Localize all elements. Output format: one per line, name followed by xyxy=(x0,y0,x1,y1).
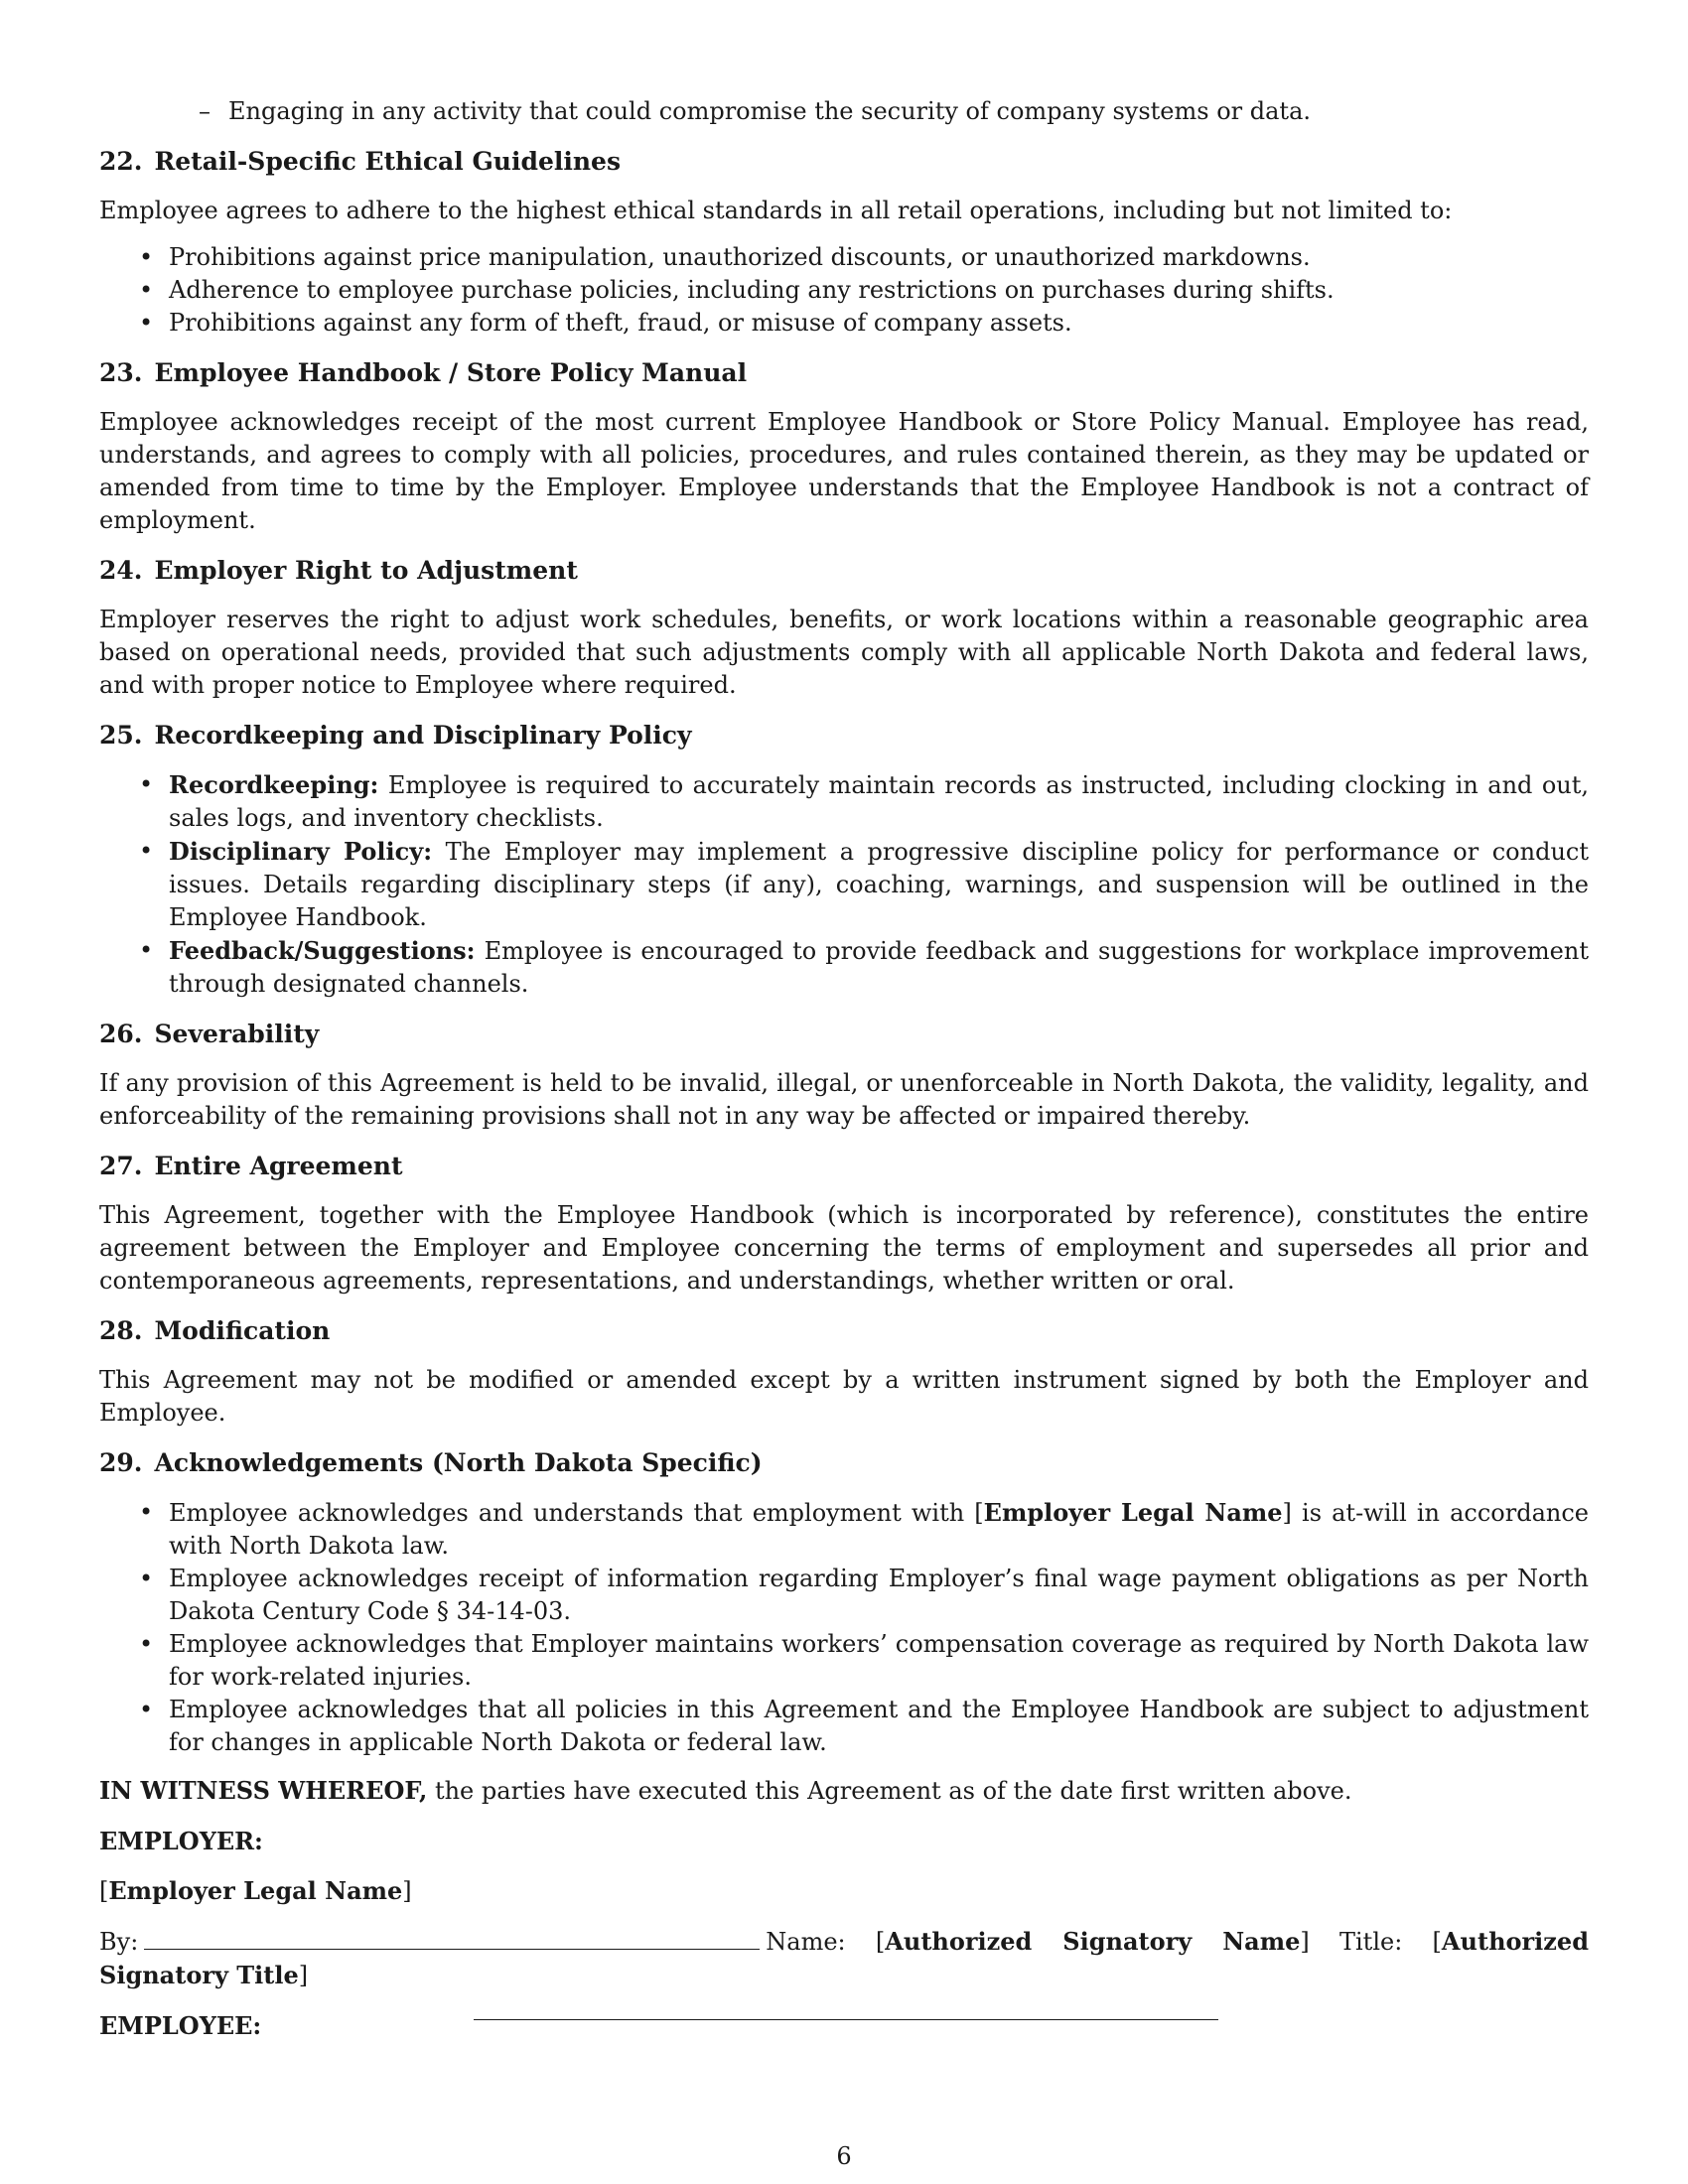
section-25-list xyxy=(99,768,1589,1001)
section-29-heading xyxy=(99,1446,1589,1479)
section-28-heading xyxy=(99,1314,1589,1347)
employer-legal-name-placeholder: Employer Legal Name xyxy=(983,1498,1283,1527)
item-text: ] is at-will in accordance with North Dakota law. xyxy=(169,1499,1589,1560)
section-27-heading xyxy=(99,1150,1589,1182)
employer-legal-name: [Employer Legal Name] xyxy=(99,1876,412,1905)
section-number: 24. xyxy=(99,556,143,585)
employee-signature-line[interactable] xyxy=(474,2019,1218,2020)
list-item: • Prohibitions against price manipulation, unauthorized discounts, or unauthorized markdowns. xyxy=(99,241,1589,274)
by-label: By: xyxy=(99,1928,139,1956)
signatory-title-placeholder: Authorized Signatory Title xyxy=(99,1927,1589,1989)
section-26-heading xyxy=(99,1018,1589,1050)
section-23-body: Employee acknowledges receipt of the most current Employee Handbook or Store Policy Manual. Employee has read, understands, and agrees to comply with all policies, procedures, and rules contained therein, as they may be updated or amended from time to time by the Employer. Employee understands that the Employee Handbook is not a contract of employment. xyxy=(99,408,1589,534)
document-page xyxy=(99,95,1589,2042)
signatory-name-placeholder: Authorized Signatory Name xyxy=(885,1927,1301,1956)
employer-signature-block: By: Name: [Authorized Signatory Name] Title: [Authorized Signatory Title] xyxy=(99,1927,1589,1989)
section-number: 27. xyxy=(99,1152,143,1180)
list-item: • Employee acknowledges receipt of information regarding Employer’s final wage payment obligations as per North Dakota Century Code § 34-14-03. xyxy=(99,1563,1589,1628)
section-title: Severability xyxy=(154,1020,320,1048)
list-item: • Adherence to employee purchase policies, including any restrictions on purchases during shifts. xyxy=(99,274,1589,307)
section-number: 25. xyxy=(99,721,143,750)
list-item: • Employee acknowledges that Employer maintains workers’ compensation coverage as required by North Dakota law for work-related injuries. xyxy=(99,1628,1589,1694)
page-number: 6 xyxy=(836,2142,852,2170)
section-22-list xyxy=(99,241,1589,340)
section-number: 23. xyxy=(99,358,143,387)
section-24-heading xyxy=(99,554,1589,587)
item-text: Employee is required to accurately maintain records as instructed, including clocking in and out, sales logs, and inventory checklists. xyxy=(169,771,1589,832)
section-title: Entire Agreement xyxy=(154,1152,403,1180)
section-26-body: If any provision of this Agreement is held to be invalid, illegal, or unenforceable in North Dakota, the validity, legality, and enforceability of the remaining provisions shall not in any way be affected or impaired thereby. xyxy=(99,1069,1589,1130)
section-28-body: This Agreement may not be modified or amended except by a written instrument signed by both the Employer and Employee. xyxy=(99,1366,1589,1427)
list-item xyxy=(99,835,1589,934)
item-text: The Employer may implement a progressive discipline policy for performance or conduct issues. Details regarding disciplinary steps (if any), coaching, warnings, and suspension will be outlined in the Employee Handbook. xyxy=(169,838,1589,931)
section-29-list xyxy=(99,1496,1589,1759)
section-27-body: This Agreement, together with the Employee Handbook (which is incorporated by reference), constitutes the entire agreement between the Employer and Employee concerning the terms of employment and supersedes all prior and contemporaneous agreements, representations, and understandings, whether written or oral. xyxy=(99,1201,1589,1295)
section-number: 22. xyxy=(99,147,143,176)
section-title: Retail-Specific Ethical Guidelines xyxy=(154,147,622,176)
employer-heading: EMPLOYER: xyxy=(99,1827,263,1855)
list-item: • Employee acknowledges that all policies in this Agreement and the Employee Handbook are subject to adjustment for changes in applicable North Dakota or federal law. xyxy=(99,1694,1589,1759)
list-item: • Prohibitions against any form of theft, fraud, or misuse of company assets. xyxy=(99,307,1589,340)
item-text: Employee is encouraged to provide feedback and suggestions for workplace improvement through designated channels. xyxy=(169,937,1589,998)
employer-signature-line[interactable] xyxy=(144,1927,760,1950)
name-label: Name: xyxy=(766,1928,846,1956)
section-number: 29. xyxy=(99,1448,143,1477)
section-title: Employer Right to Adjustment xyxy=(154,556,578,585)
section-title: Recordkeeping and Disciplinary Policy xyxy=(154,721,692,750)
list-item xyxy=(99,1496,1589,1563)
dash-item-text: Engaging in any activity that could compromise the security of company systems or data. xyxy=(228,97,1312,125)
witness-statement xyxy=(99,1774,1589,1808)
section-title: Employee Handbook / Store Policy Manual xyxy=(154,358,748,387)
item-label: Feedback/Suggestions: xyxy=(169,936,476,965)
list-item xyxy=(99,768,1589,835)
dash-list-item xyxy=(99,95,1589,128)
section-number: 26. xyxy=(99,1020,143,1048)
section-number: 28. xyxy=(99,1316,143,1345)
section-23-heading xyxy=(99,356,1589,389)
section-title: Modification xyxy=(154,1316,331,1345)
list-item xyxy=(99,934,1589,1001)
section-22-heading xyxy=(99,145,1589,178)
item-label: Recordkeeping: xyxy=(169,770,379,799)
item-text: Employee acknowledges and understands that employment with [ xyxy=(169,1499,984,1527)
section-22-intro: Employee agrees to adhere to the highest ethical standards in all retail operations, including but not limited to: xyxy=(99,197,1453,224)
section-title: Acknowledgements (North Dakota Specific) xyxy=(154,1448,763,1477)
section-25-heading xyxy=(99,719,1589,751)
employer-legal-name-placeholder: Employer Legal Name xyxy=(108,1876,403,1905)
title-label: Title: xyxy=(1339,1928,1403,1956)
dash-mark: – xyxy=(199,97,211,125)
employee-heading: EMPLOYEE: xyxy=(99,2011,262,2040)
section-24-body: Employer reserves the right to adjust work schedules, benefits, or work locations within a reasonable geographic area based on operational needs, provided that such adjustments comply with all applicable North Dakota and federal laws, and with proper notice to Employee where required. xyxy=(99,606,1589,699)
witness-label: IN WITNESS WHEREOF, xyxy=(99,1776,428,1805)
witness-text: the parties have executed this Agreement as of the date first written above. xyxy=(427,1777,1352,1805)
item-label: Disciplinary Policy: xyxy=(169,837,433,866)
